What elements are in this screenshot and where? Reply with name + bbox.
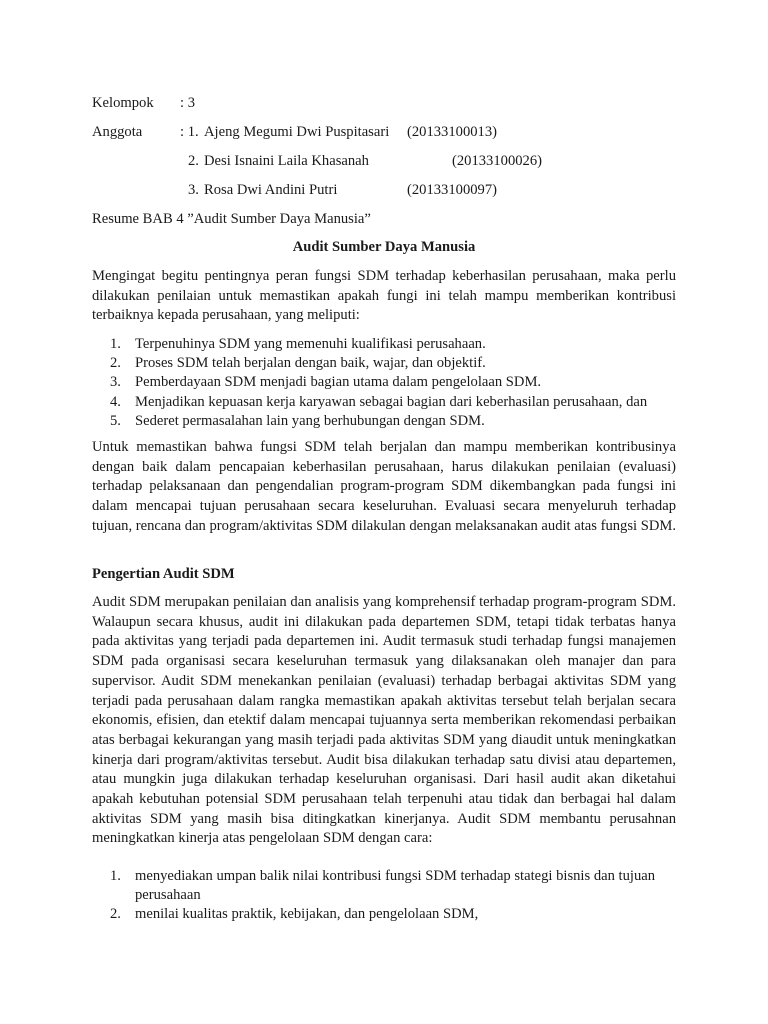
list-item — [110, 905, 676, 924]
member-name: Ajeng Megumi Dwi Puspitasari — [204, 124, 390, 140]
list-item — [110, 335, 676, 354]
kelompok-label: Kelompok — [92, 95, 154, 111]
definition-paragraph: Audit SDM merupakan penilaian dan analisis yang komprehensif terhadap program-program SDM. Walaupun secara khusus, audit ini dilakukan pada departemen SDM, tetapi tidak terbatas hanya pada aktivitas yang terjadi pada departemen ini. Audit termasuk studi terhadap fungsi manajemen SDM pada organisasi secara keseluruhan termasuk yang dilaksanakan oleh manajer dan para supervisor. Audit SDM menekankan penilaian (evaluasi) terhadap berbagai aktivitas SDM yang terjadi pada perusahaan dalam rangka memastikan apakah aktivitas tersebut telah berjalan secara ekonomis, efisien, dan etektif dalam mencapai tujuannya serta memberikan rekomendasi perbaikan atas berbagai kekurangan yang masih terjadi pada aktivitas SDM yang diaudit untuk meningkatkan kinerja dari program/aktivitas tersebut. Audit bisa dilakukan terhadap satu divisi atau departemen, atau mungkin juga dilakukan terhadap keseluruhan organisasi. Dari hasil audit akan diketahui apakah kebutuhan potensial SDM perusahaan telah terpenuhi atau tidak dan berbagai hal dalam aktivitas SDM yang masih bisa ditingkatkan kinerjanya. Audit SDM membantu perusahnan meningkatkan kinerja atas pengelolaan SDM dengan cara: — [92, 594, 676, 847]
anggota-label: Anggota — [92, 124, 143, 140]
list-number: 2. — [110, 355, 121, 372]
member-id: (20133100013) — [407, 124, 497, 140]
member-prefix: : 1. — [180, 124, 199, 140]
list-text: menilai kualitas praktik, kebijakan, dan pengelolaan SDM, — [135, 906, 479, 923]
list-text: Menjadikan kepuasan kerja karyawan sebagai bagian dari keberhasilan perusahaan, dan — [135, 393, 648, 410]
list-number: 2. — [110, 906, 121, 923]
list-number: 3. — [110, 374, 121, 391]
benefits-list — [110, 867, 676, 925]
criteria-list — [110, 335, 676, 431]
section-heading: Pengertian Audit SDM — [92, 566, 235, 582]
member-id: (20133100026) — [452, 153, 542, 169]
list-text: Terpenuhinya SDM yang memenuhi kualifikasi perusahaan. — [135, 336, 486, 352]
member-prefix: 2. — [188, 153, 199, 169]
list-number: 4. — [110, 393, 121, 410]
list-text: menyediakan umpan balik nilai kontribusi fungsi SDM terhadap stategi bisnis dan tujuan perusahaan — [135, 868, 656, 904]
list-number: 1. — [110, 868, 121, 884]
member-id: (20133100097) — [407, 182, 497, 198]
member-name: Rosa Dwi Andini Putri — [204, 182, 338, 198]
member-name: Desi Isnaini Laila Khasanah — [204, 153, 369, 169]
list-item — [110, 354, 676, 373]
list-item — [110, 412, 676, 431]
list-item — [110, 393, 676, 412]
list-number: 5. — [110, 412, 121, 429]
list-text: Proses SDM telah berjalan dengan baik, wajar, dan objektif. — [135, 355, 486, 372]
list-item — [110, 867, 676, 905]
member-prefix: 3. — [188, 182, 199, 198]
document-title: Audit Sumber Daya Manusia — [292, 239, 476, 255]
list-text: Pemberdayaan SDM menjadi bagian utama dalam pengelolaan SDM. — [135, 374, 542, 391]
list-number: 1. — [110, 336, 121, 352]
list-text: Sederet permasalahan lain yang berhubungan dengan SDM. — [135, 412, 485, 429]
kelompok-value: : 3 — [180, 95, 195, 111]
resume-line: Resume BAB 4 ”Audit Sumber Daya Manusia” — [92, 211, 371, 227]
evaluation-paragraph: Untuk memastikan bahwa fungsi SDM telah berjalan dan mampu memberikan kontribusinya dengan baik dalam pencapaian keberhasilan perusahaan, harus dilakukan penilaian (evaluasi) terhadap pelaksanaan dan pengendalian program-program SDM dikembangkan pada fungsi ini dalam mencapai tujuan perusahaan secara keseluruhan. Evaluasi secara menyeluruh terhadap tujuan, rencana dan program/aktivitas SDM dilakulan dengan melaksanakan audit atas fungsi SDM. — [92, 439, 677, 534]
list-item — [110, 373, 676, 392]
intro-paragraph: Mengingat begitu pentingnya peran fungsi SDM terhadap keberhasilan perusahaan, maka perlu dilakukan penilaian untuk memastikan apakah fungi ini telah mampu memberikan kontribusi terbaiknya kepada perusahaan, yang meliputi: — [92, 268, 676, 324]
